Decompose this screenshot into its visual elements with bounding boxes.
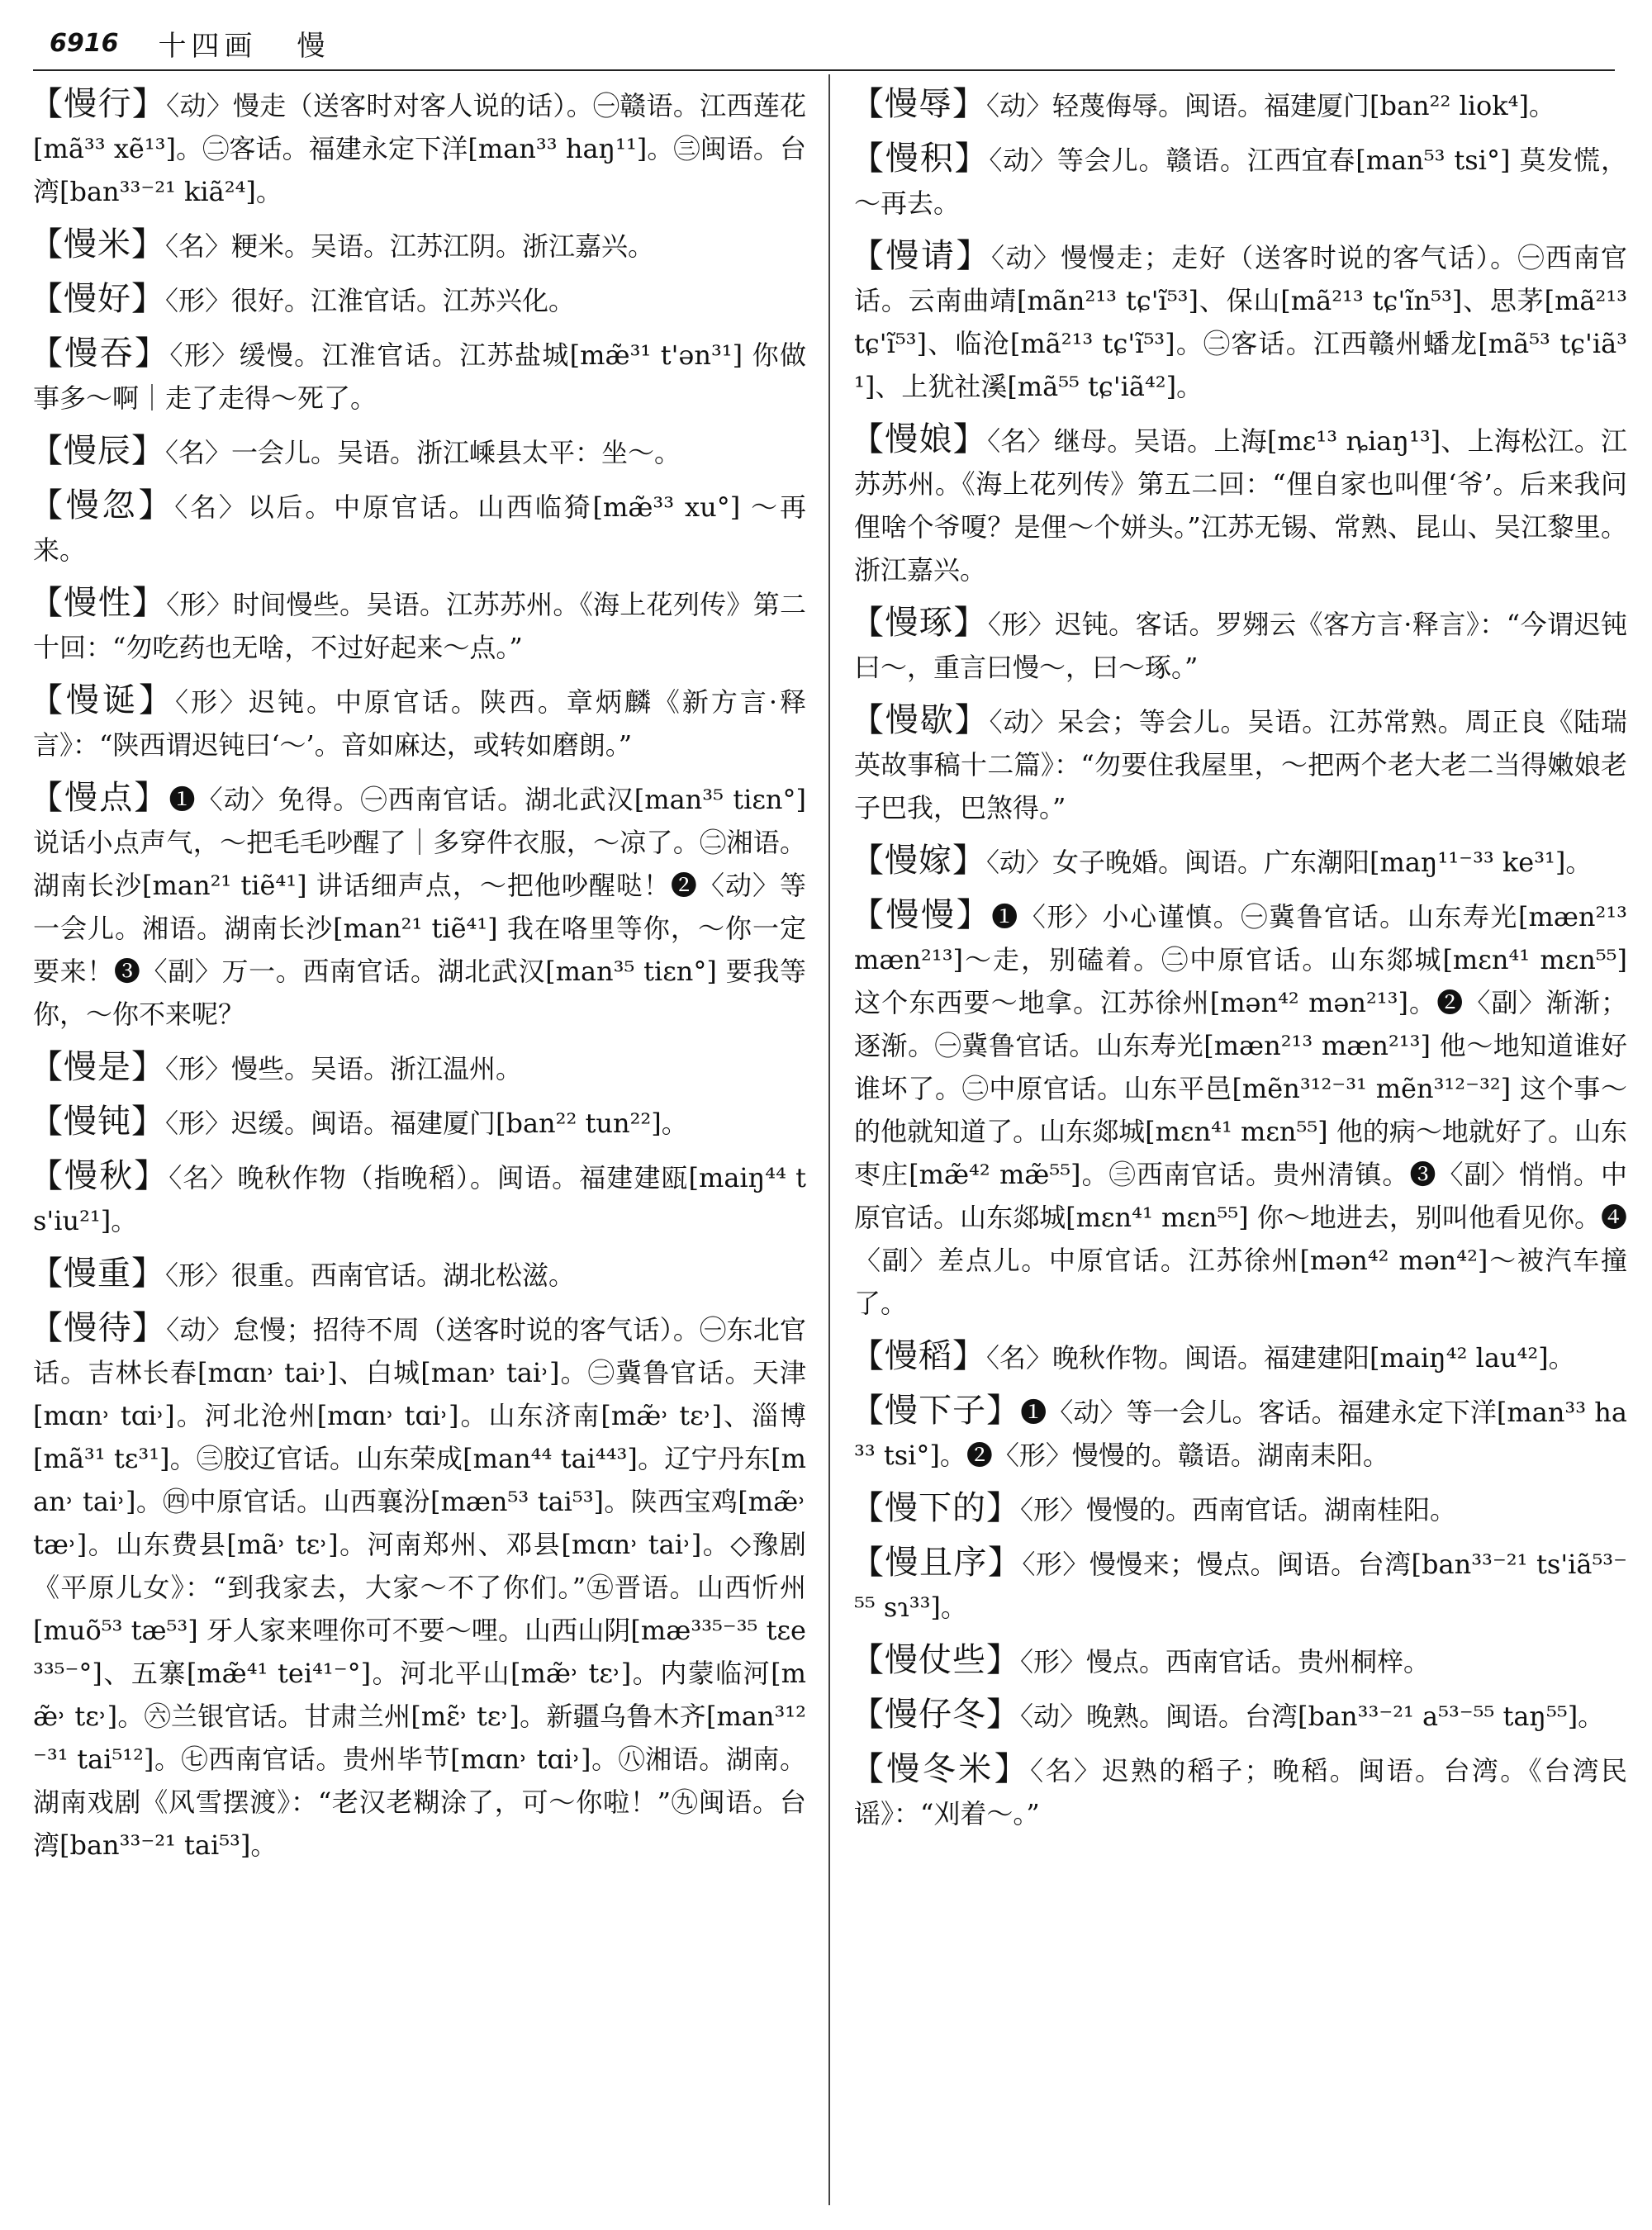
entry-definition: 〈名〉继母。吴语。上海[mɛ¹³ ȵiaŋ¹³]、上海松江。江苏苏州。《海上花列传》第五二回：“俚自家也叫俚‘爷’。后来我问俚啥个爷嗄？是俚～个姘头。”江苏无锡、常熟、昆山、吴江黎里。浙江嘉兴。 [854, 425, 1627, 586]
entry-definition: 〈动〉怠慢；招待不周（送客时说的客气话）。㊀东北官话。吉林长春[mɑn˒ tai˒]、白城[man˒ tai˒]。㊁冀鲁官话。天津[mɑn˒ tɑi˒]。河北沧州[mɑn˒ tɑi˒]。山东济南[mæ̃˒ tɛ˒]、淄博[mã³¹ tɛ³¹]。㊂胶辽官话。山东荣成[man⁴⁴ tai⁴⁴³]。辽宁丹东[man˒ tai˒]。㊃中原官话。山西襄汾[mæn⁵³ tai⁵³]。陕西宝鸡[mæ̃˒ tæ˒]。山东费县[mã˒ tɛ˒]。河南郑州、邓县[mɑn˒ tai˒]。◇豫剧《平原儿女》：“到我家去，大家～不了你们。”㊄晋语。山西忻州[muõ⁵³ tæ⁵³] 牙人家来哩你可不要～哩。山西山阴[mæ³³⁵⁻³⁵ tɛe³³⁵⁻°]、五寨[mæ̃⁴¹ tei⁴¹⁻°]。河北平山[mæ̃˒ tɛ˒]。内蒙临河[mæ̃˒ tɛ˒]。㊅兰银官话。甘肃兰州[mɛ̃˒ tɛ˒]。新疆乌鲁木齐[man³¹²⁻³¹ tai⁵¹²]。㊆西南官话。贵州毕节[mɑn˒ tɑi˒]。㊇湘语。湖南。湖南戏剧《风雪摆渡》：“老汉老糊涂了，可～你啦！”㊈闽语。台湾[ban³³⁻²¹ tai⁵³]。 [33, 1314, 806, 1861]
entry-headword: 【慢仗些】 [851, 1641, 1020, 1679]
entry-definition: 〈形〉慢慢来；慢点。闽语。台湾[ban³³⁻²¹ ts'iã⁵³⁻⁵⁵ sɿ³³]。 [854, 1549, 1627, 1623]
dictionary-entry [30, 332, 806, 420]
dictionary-entry [851, 894, 1627, 1325]
entry-headword: 【慢吞】 [30, 334, 170, 372]
entry-headword: 【慢点】 [30, 779, 169, 817]
entry-definition: 〈形〉时间慢些。吴语。江苏苏州。《海上花列传》第二十回：“勿吃药也无啥，不过好起来～点。” [33, 589, 806, 663]
dictionary-entry [851, 1748, 1627, 1835]
entry-headword: 【慢重】 [30, 1255, 165, 1293]
dictionary-entry [851, 839, 1627, 884]
dictionary-entry [851, 1541, 1627, 1629]
entry-definition: 〈动〉晚熟。闽语。台湾[ban³³⁻²¹ a⁵³⁻⁵⁵ taŋ⁵⁵]。 [1020, 1701, 1605, 1732]
entry-definition: 〈形〉很好。江淮官话。江苏兴化。 [165, 285, 576, 316]
entry-definition: 〈动〉等会儿。赣语。江西宜春[man⁵³ tsi°] 莫发慌，～再去。 [854, 145, 1627, 219]
entry-definition: 〈名〉晚秋作物。闽语。福建建阳[maiŋ⁴² lau⁴²]。 [986, 1342, 1575, 1374]
entry-headword: 【慢且序】 [851, 1544, 1023, 1582]
dictionary-entry [30, 484, 806, 572]
head-character: 慢 [297, 29, 330, 63]
entry-definition: 〈形〉慢慢的。西南官话。湖南桂阳。 [1020, 1494, 1457, 1525]
entry-definition: ❶〈形〉小心谨慎。㊀冀鲁官话。山东寿光[mæn²¹³ mæn²¹³]～走，别磕着。㊁中原官话。山东郯城[mɛn⁴¹ mɛn⁵⁵] 这个东西要～地拿。江苏徐州[mən⁴² mən²¹³]。❷〈副〉渐渐；逐渐。㊀冀鲁官话。山东寿光[mæn²¹³ mæn²¹³] 他～地知道谁好谁坏了。㊁中原官话。山东平邑[mẽn³¹²⁻³¹ mẽn³¹²⁻³²] 这个事～的他就知道了。山东郯城[mɛn⁴¹ mɛn⁵⁵] 他的病～地就好了。山东枣庄[mæ̃⁴² mæ̃⁵⁵]。㊂西南官话。贵州清镇。❸〈副〉悄悄。中原官话。山东郯城[mɛn⁴¹ mɛn⁵⁵] 你～地进去，别叫他看见你。❹〈副〉差点儿。中原官话。江苏徐州[mən⁴² mən⁴²]～被汽车撞了。 [854, 901, 1627, 1319]
entry-definition: 〈名〉以后。中原官话。山西临猗[mæ̃³³ xu°] ～再来。 [33, 491, 806, 566]
dictionary-entry [851, 1389, 1627, 1477]
page-number: 6916 [50, 28, 119, 58]
section-label: 十四画 [158, 29, 258, 63]
dictionary-entry [30, 83, 806, 213]
entry-headword: 【慢好】 [30, 280, 165, 318]
entry-headword: 【慢下子】 [851, 1392, 1021, 1430]
dictionary-entry [30, 278, 806, 322]
dictionary-entry [851, 418, 1627, 591]
dictionary-entry [30, 776, 806, 1036]
page-header [50, 18, 1619, 68]
entry-definition: 〈名〉迟熟的稻子；晚稻。闽语。台湾。《台湾民谣》：“刈着～。” [854, 1755, 1627, 1829]
entry-definition: 〈形〉缓慢。江淮官话。江苏盐城[mæ̃³¹ t'ən³¹] 你做事多～啊｜走了走得～死了。 [33, 339, 806, 414]
dictionary-entry [851, 1639, 1627, 1683]
entry-headword: 【慢慢】 [851, 896, 992, 934]
entry-headword: 【慢忽】 [30, 486, 175, 524]
entry-definition: 〈动〉轻蔑侮辱。闽语。福建厦门[ban²² liok⁴]。 [986, 90, 1555, 121]
dictionary-entry [851, 1487, 1627, 1531]
entry-definition: 〈形〉迟缓。闽语。福建厦门[ban²² tun²²]。 [165, 1108, 688, 1139]
entry-definition: 〈动〉女子晚婚。闽语。广东潮阳[maŋ¹¹⁻³³ ke³¹]。 [986, 847, 1593, 878]
dictionary-entry [30, 429, 806, 474]
entry-headword: 【慢娘】 [851, 420, 988, 458]
entry-headword: 【慢下的】 [851, 1489, 1020, 1527]
entry-headword: 【慢稻】 [851, 1337, 986, 1375]
entry-headword: 【慢积】 [851, 140, 990, 178]
dictionary-entry [30, 223, 806, 268]
entry-definition: 〈动〉慢慢走；走好（送客时说的客气话）。㊀西南官话。云南曲靖[mãn²¹³ tɕ'ĩ⁵³]、保山[mã²¹³ tɕ'ĩn⁵³]、思茅[mã²¹³ tɕ'ĩ⁵³]、临沧[mã²¹³ tɕ'ĩ⁵³]。㊁客话。江西赣州蟠龙[mã⁵³ tɕ'iã³¹]、上犹社溪[mã⁵⁵ tɕ'iã⁴²]。 [854, 242, 1627, 402]
dictionary-entry [851, 83, 1627, 127]
dictionary-entry [30, 1046, 806, 1090]
entry-headword: 【慢待】 [30, 1309, 167, 1347]
entry-headword: 【慢钝】 [30, 1103, 165, 1141]
dictionary-entry [851, 1335, 1627, 1379]
entry-headword: 【慢诞】 [30, 681, 175, 719]
dictionary-entry [30, 679, 806, 766]
entry-definition: 〈形〉慢些。吴语。浙江温州。 [165, 1053, 523, 1084]
entry-definition: 〈形〉慢点。西南官话。贵州桐梓。 [1020, 1646, 1431, 1677]
entry-headword: 【慢是】 [30, 1048, 165, 1086]
entry-definition: 〈形〉迟钝。中原官话。陕西。章炳麟《新方言·释言》：“陕西谓迟钝曰‘～’。音如麻达，或转如磨朗。” [33, 686, 806, 761]
entry-definition: ❶〈动〉免得。㊀西南官话。湖北武汉[man³⁵ tiɛn°] 说话小点声气，～把毛毛吵醒了｜多穿件衣服，～凉了。㊁湘语。湖南长沙[man²¹ tiẽ⁴¹] 讲话细声点，～把他吵醒哒！❷〈动〉等一会儿。湘语。湖南长沙[man²¹ tiẽ⁴¹] 我在咯里等你，～你一定要来！❸〈副〉万一。西南官话。湖北武汉[man³⁵ tiɛn°] 要我等你，～你不来呢？ [33, 784, 806, 1030]
entry-definition: ❶〈动〉等一会儿。客话。福建永定下洋[man³³ ha³³ tsi°]。❷〈形〉慢慢的。赣语。湖南耒阳。 [854, 1397, 1627, 1471]
column-divider [828, 74, 830, 2205]
dictionary-entry [30, 1252, 806, 1297]
right-column [851, 83, 1627, 2218]
entry-headword: 【慢秋】 [30, 1157, 169, 1195]
entry-headword: 【慢行】 [30, 85, 167, 123]
entry-definition: 〈形〉很重。西南官话。湖北松滋。 [165, 1260, 576, 1291]
entry-headword: 【慢米】 [30, 225, 165, 263]
header-rule [33, 69, 1615, 71]
entry-headword: 【慢辱】 [851, 85, 986, 123]
entry-headword: 【慢仔冬】 [851, 1696, 1020, 1734]
entry-headword: 【慢性】 [30, 584, 167, 622]
entry-headword: 【慢辰】 [30, 432, 165, 470]
left-column [30, 83, 806, 2218]
dictionary-entry [851, 235, 1627, 408]
entry-headword: 【慢请】 [851, 237, 991, 275]
dictionary-entry [30, 581, 806, 669]
entry-definition: 〈名〉粳米。吴语。江苏江阴。浙江嘉兴。 [165, 230, 655, 262]
dictionary-entry [30, 1100, 806, 1145]
entry-headword: 【慢歇】 [851, 701, 990, 739]
dictionary-entry [851, 137, 1627, 225]
entry-definition: 〈名〉一会儿。吴语。浙江嵊县太平：坐～。 [165, 437, 681, 468]
dictionary-entry [30, 1155, 806, 1242]
entry-headword: 【慢嫁】 [851, 842, 986, 880]
entry-headword: 【慢冬米】 [851, 1750, 1031, 1788]
entry-headword: 【慢琢】 [851, 604, 988, 642]
entry-definition: 〈名〉晚秋作物（指晚稻）。闽语。福建建瓯[maiŋ⁴⁴ ts'iu²¹]。 [33, 1162, 806, 1236]
entry-definition: 〈形〉迟钝。客话。罗翙云《客方言·释言》：“今谓迟钝曰～，重言曰慢～，曰～琢。” [854, 609, 1627, 683]
entry-definition: 〈动〉慢走（送客时对客人说的话）。㊀赣语。江西莲花[mã³³ xẽ¹³]。㊁客话。福建永定下洋[man³³ haŋ¹¹]。㊂闽语。台湾[ban³³⁻²¹ kiã²⁴]。 [33, 90, 806, 207]
dictionary-entry [30, 1307, 806, 1867]
dictionary-entry [851, 601, 1627, 689]
dictionary-entry [851, 1693, 1627, 1738]
dictionary-entry [851, 699, 1627, 829]
entry-definition: 〈动〉呆会；等会儿。吴语。江苏常熟。周正良《陆瑞英故事稿十二篇》：“勿要住我屋里，～把两个老大老二当得嫩娘老子巴我，巴煞得。” [854, 706, 1627, 823]
